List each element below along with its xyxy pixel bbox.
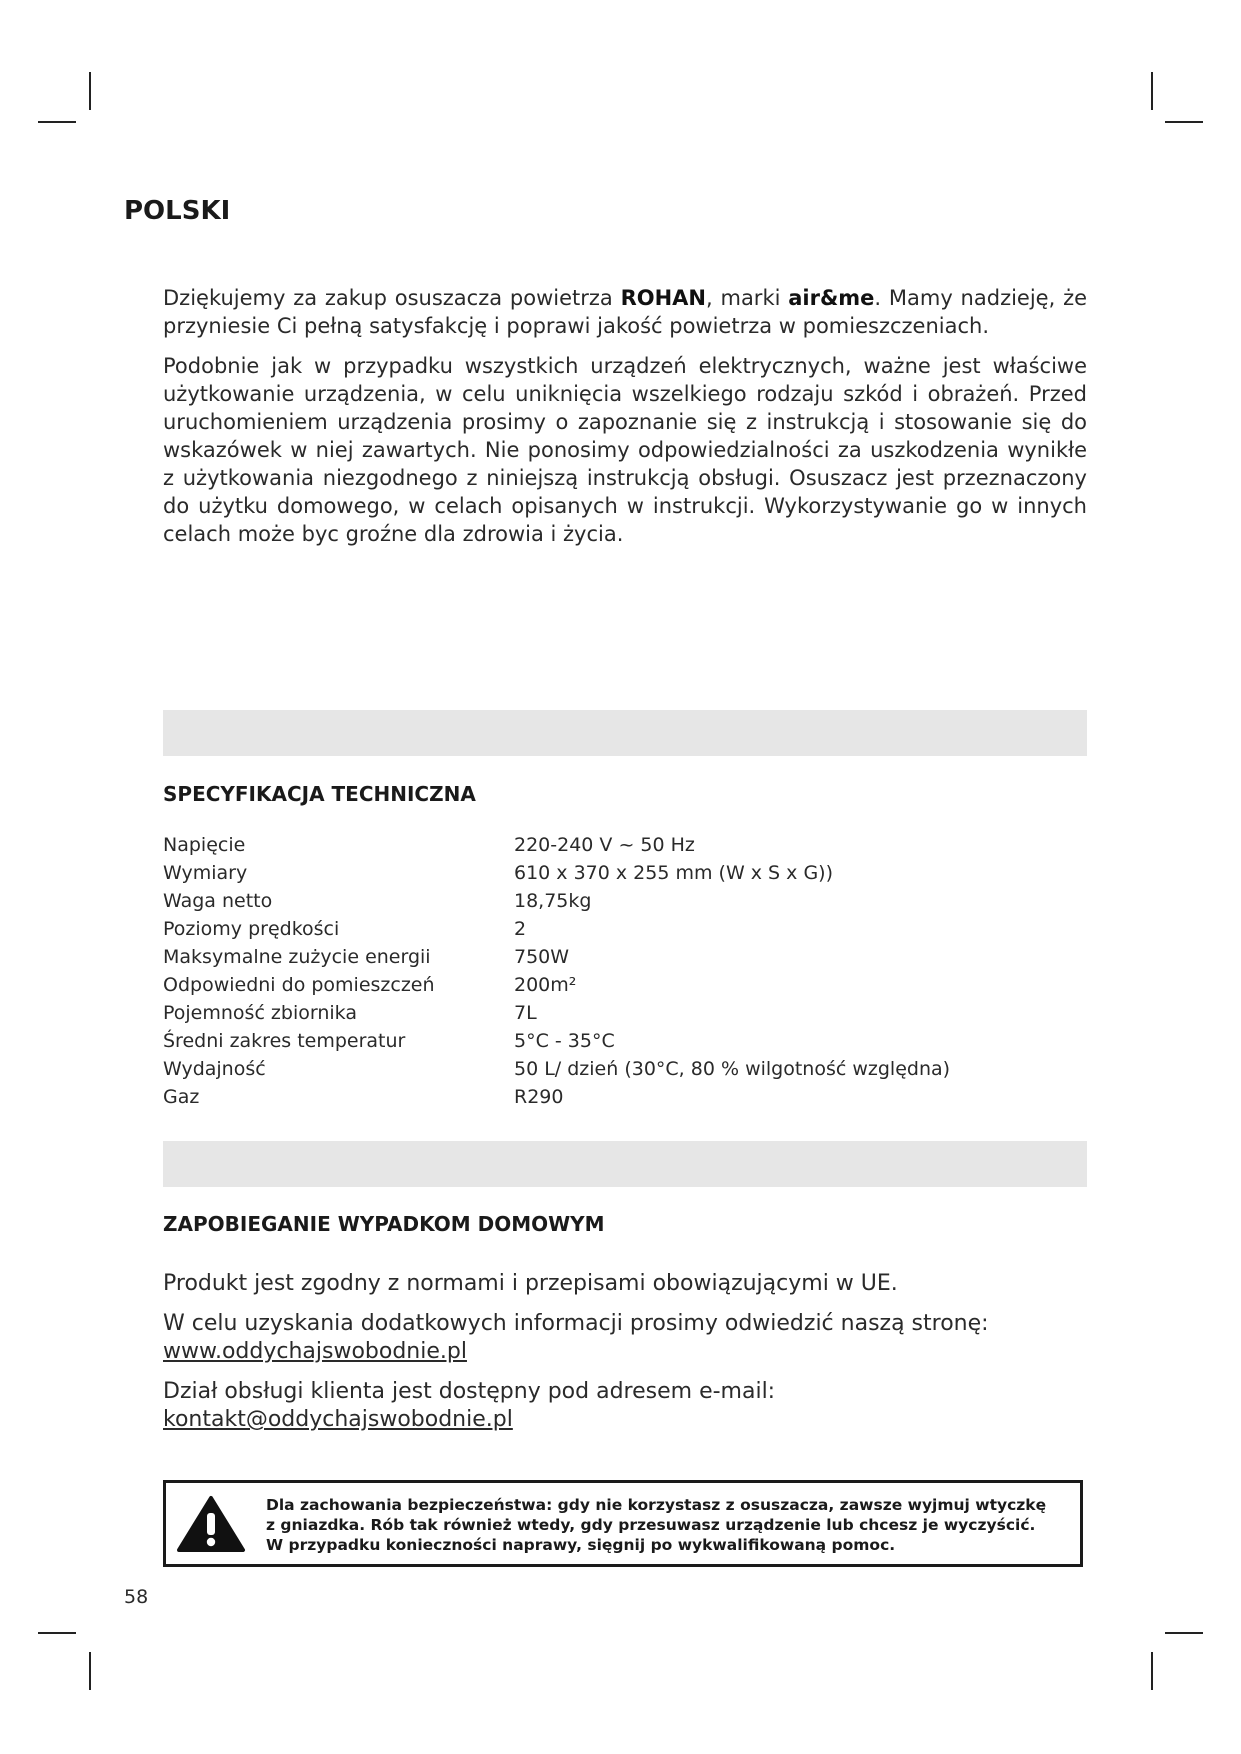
spec-row (163, 887, 1087, 915)
crop-mark-top-left-vertical (89, 72, 91, 110)
section-divider-bar-specs (163, 710, 1087, 756)
spec-value: 220-240 V ~ 50 Hz (514, 834, 695, 856)
warning-line-2: z gniazdka. Rób tak również wtedy, gdy przesuwasz urządzenie lub chcesz je wyczyścić. (266, 1516, 1036, 1534)
safety-paragraph-website (163, 1310, 1087, 1366)
safety-paragraph-email (163, 1378, 1087, 1434)
spec-label: Gaz (163, 1086, 200, 1108)
spec-label: Odpowiedni do pomieszczeń (163, 974, 435, 996)
spec-row (163, 1055, 1087, 1083)
spec-value: 610 x 370 x 255 mm (W x S x G)) (514, 862, 833, 884)
intro-paragraph-1 (163, 284, 1087, 340)
brand-name: air&me (788, 286, 875, 310)
spec-value: 200m² (514, 974, 577, 996)
spec-row (163, 859, 1087, 887)
spec-label: Wydajność (163, 1058, 266, 1080)
spec-value: 50 L/ dzień (30°C, 80 % wilgotność względna) (514, 1058, 951, 1080)
crop-mark-top-right-vertical (1151, 72, 1153, 110)
spec-label: Napięcie (163, 834, 246, 856)
website-intro: W celu uzyskania dodatkowych informacji prosimy odwiedzić naszą stronę: (163, 1311, 989, 1336)
crop-mark-bottom-left-vertical (89, 1652, 91, 1690)
spec-value: 5°C - 35°C (514, 1030, 615, 1052)
email-link[interactable]: kontakt@oddychajswobodnie.pl (163, 1407, 513, 1432)
spec-value: R290 (514, 1086, 564, 1108)
spec-row (163, 915, 1087, 943)
spec-label: Wymiary (163, 862, 248, 884)
warning-text (266, 1495, 1066, 1555)
warning-box (163, 1480, 1083, 1567)
intro-text (163, 284, 1087, 560)
email-intro: Dział obsługi klienta jest dostępny pod adresem e-mail: (163, 1379, 776, 1404)
specs-heading: SPECYFIKACJA TECHNICZNA (163, 782, 476, 806)
safety-text (163, 1270, 1087, 1446)
spec-label: Poziomy prędkości (163, 918, 340, 940)
intro-p1-mid: , marki (706, 286, 789, 310)
spec-row (163, 971, 1087, 999)
spec-label: Pojemność zbiornika (163, 1002, 357, 1024)
intro-p1-start: Dziękujemy za zakup osuszacza powietrza (163, 286, 621, 310)
model-name: ROHAN (620, 286, 707, 310)
spec-row (163, 831, 1087, 859)
intro-p1-end: . Mamy nadzieję, że przyniesie Ci pełną satysfakcję i poprawi jakość powietrza w pomieszczeniach. (163, 286, 1088, 338)
spec-row (163, 1027, 1087, 1055)
spec-label: Waga netto (163, 890, 273, 912)
page-number: 58 (124, 1586, 149, 1608)
spec-value: 750W (514, 946, 570, 968)
spec-value: 2 (514, 918, 527, 940)
spec-row (163, 999, 1087, 1027)
section-divider-bar-safety (163, 1141, 1087, 1187)
language-heading: POLSKI (124, 196, 231, 226)
spec-row (163, 943, 1087, 971)
warning-line-3: W przypadku konieczności naprawy, sięgnij po wykwalifikowaną pomoc. (266, 1536, 896, 1554)
safety-paragraph-compliance: Produkt jest zgodny z normami i przepisami obowiązującymi w UE. (163, 1271, 898, 1296)
warning-line-1: Dla zachowania bezpieczeństwa: gdy nie korzystasz z osuszacza, zawsze wyjmuj wtyczkę (266, 1496, 1047, 1514)
intro-paragraph-2: Podobnie jak w przypadku wszystkich urządzeń elektrycznych, ważne jest właściwe użytkowanie urządzenia, w celu uniknięcia wszelkiego rodzaju szkód i obrażeń. Przed uruchomieniem urządzenia prosimy o zapoznanie się z instrukcją i stosowanie się do wskazówek w niej zawartych. Nie ponosimy odpowiedzialności za uszkodzenia wynikłe z użytkowania niezgodnego z niniejszą instrukcją obsługi. Osuszacz jest przeznaczony do użytku domowego, w celach opisanych w instrukcji. Wykorzystywanie go w innych celach może byc groźne dla zdrowia i życia. (163, 354, 1087, 546)
spec-value: 18,75kg (514, 890, 592, 912)
warning-triangle-icon (176, 1495, 246, 1553)
crop-mark-bottom-right-horizontal (1165, 1632, 1203, 1634)
specs-table (163, 831, 1087, 1111)
website-link[interactable]: www.oddychajswobodnie.pl (163, 1339, 467, 1364)
spec-value: 7L (514, 1002, 537, 1024)
crop-mark-top-left-horizontal (38, 121, 76, 123)
safety-heading: ZAPOBIEGANIE WYPADKOM DOMOWYM (163, 1212, 605, 1236)
spec-label: Maksymalne zużycie energii (163, 946, 431, 968)
crop-mark-top-right-horizontal (1165, 121, 1203, 123)
spec-label: Średni zakres temperatur (163, 1030, 406, 1052)
spec-row (163, 1083, 1087, 1111)
crop-mark-bottom-left-horizontal (38, 1632, 76, 1634)
crop-mark-bottom-right-vertical (1151, 1652, 1153, 1690)
